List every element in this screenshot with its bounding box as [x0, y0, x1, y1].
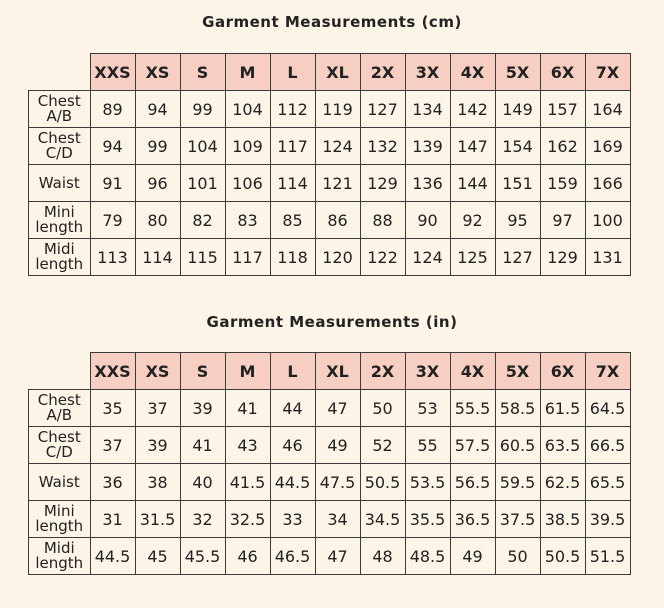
table-title-cm: Garment Measurements (cm) [202, 13, 462, 31]
measurement-cell: 106 [225, 165, 270, 202]
measurement-cell: 32.5 [225, 501, 270, 538]
measurement-cell: 37 [90, 427, 135, 464]
size-header: 3X [405, 353, 450, 390]
measurement-cell: 79 [90, 202, 135, 239]
measurement-cell: 45 [135, 538, 180, 575]
measurement-cell: 109 [225, 128, 270, 165]
row-label [29, 128, 91, 165]
size-header: 4X [450, 54, 495, 91]
size-header: M [225, 353, 270, 390]
measurement-cell: 131 [585, 239, 630, 276]
row-label-line: Midi [43, 539, 75, 557]
measurement-cell: 147 [450, 128, 495, 165]
measurement-cell: 166 [585, 165, 630, 202]
measurement-cell: 44 [270, 390, 315, 427]
header-row [29, 54, 631, 91]
measurement-cell: 151 [495, 165, 540, 202]
measurement-cell: 132 [360, 128, 405, 165]
measurement-cell: 58.5 [495, 390, 540, 427]
measurement-cell: 31 [90, 501, 135, 538]
size-header: 5X [495, 54, 540, 91]
row-label-line: Chest [37, 391, 81, 409]
measurement-cell: 117 [270, 128, 315, 165]
measurement-cell: 114 [135, 239, 180, 276]
measurement-cell: 36.5 [450, 501, 495, 538]
row-label [29, 538, 91, 575]
corner-cell [29, 353, 91, 390]
row-label-line: Mini [43, 502, 75, 520]
measurement-cell: 112 [270, 91, 315, 128]
measurement-cell: 45.5 [180, 538, 225, 575]
size-header: 7X [585, 54, 630, 91]
measurement-cell: 80 [135, 202, 180, 239]
table-row [29, 427, 631, 464]
table-row [29, 538, 631, 575]
measurement-cell: 46.5 [270, 538, 315, 575]
measurement-cell: 113 [90, 239, 135, 276]
measurement-cell: 50 [360, 390, 405, 427]
measurement-cell: 53 [405, 390, 450, 427]
measurement-cell: 38.5 [540, 501, 585, 538]
measurement-cell: 97 [540, 202, 585, 239]
measurement-cell: 117 [225, 239, 270, 276]
measurement-cell: 39 [135, 427, 180, 464]
measurement-cell: 66.5 [585, 427, 630, 464]
measurement-cell: 134 [405, 91, 450, 128]
size-header: 2X [360, 54, 405, 91]
measurement-cell: 56.5 [450, 464, 495, 501]
measurement-cell: 129 [360, 165, 405, 202]
measurement-cell: 39.5 [585, 501, 630, 538]
measurement-cell: 34 [315, 501, 360, 538]
measurement-cell: 89 [90, 91, 135, 128]
measurement-cell: 119 [315, 91, 360, 128]
measurement-cell: 164 [585, 91, 630, 128]
size-header: 6X [540, 353, 585, 390]
measurement-cell: 40 [180, 464, 225, 501]
size-header: S [180, 54, 225, 91]
measurement-cell: 94 [90, 128, 135, 165]
row-label [29, 202, 91, 239]
measurement-cell: 57.5 [450, 427, 495, 464]
row-label-line: A/B [46, 107, 73, 125]
size-header: 4X [450, 353, 495, 390]
row-label-line: Waist [38, 472, 80, 491]
table-row [29, 165, 631, 202]
measurement-cell: 83 [225, 202, 270, 239]
measurement-cell: 48 [360, 538, 405, 575]
measurement-cell: 114 [270, 165, 315, 202]
row-label-line: C/D [45, 144, 73, 162]
size-header: 3X [405, 54, 450, 91]
size-header: 7X [585, 353, 630, 390]
measurement-cell: 154 [495, 128, 540, 165]
measurement-cell: 121 [315, 165, 360, 202]
measurement-cell: 35.5 [405, 501, 450, 538]
measurement-cell: 92 [450, 202, 495, 239]
row-label-line: Chest [37, 92, 81, 110]
row-label [29, 464, 91, 501]
measurement-cell: 64.5 [585, 390, 630, 427]
row-label-line: Chest [37, 129, 81, 147]
row-label [29, 390, 91, 427]
header-row [29, 353, 631, 390]
measurement-cell: 122 [360, 239, 405, 276]
row-label [29, 165, 91, 202]
measurement-cell: 34.5 [360, 501, 405, 538]
row-label-line: Midi [43, 240, 75, 258]
row-label-line: length [35, 255, 84, 273]
measurement-cell: 46 [225, 538, 270, 575]
measurement-cell: 46 [270, 427, 315, 464]
measurement-cell: 32 [180, 501, 225, 538]
row-label [29, 501, 91, 538]
measurement-cell: 157 [540, 91, 585, 128]
measurement-cell: 115 [180, 239, 225, 276]
measurement-cell: 50.5 [540, 538, 585, 575]
measurement-cell: 104 [225, 91, 270, 128]
measurement-cell: 136 [405, 165, 450, 202]
measurement-cell: 49 [450, 538, 495, 575]
row-label [29, 239, 91, 276]
size-header: L [270, 353, 315, 390]
measurement-cell: 142 [450, 91, 495, 128]
measurement-cell: 124 [405, 239, 450, 276]
measurements-table-in [28, 352, 631, 575]
row-label-line: length [35, 218, 84, 236]
measurement-cell: 61.5 [540, 390, 585, 427]
table-row [29, 501, 631, 538]
measurements-table-cm [28, 53, 631, 276]
measurement-cell: 94 [135, 91, 180, 128]
measurement-cell: 124 [315, 128, 360, 165]
measurement-cell: 50 [495, 538, 540, 575]
measurement-cell: 47 [315, 390, 360, 427]
measurement-cell: 47.5 [315, 464, 360, 501]
measurement-cell: 120 [315, 239, 360, 276]
measurement-cell: 82 [180, 202, 225, 239]
row-label-line: Mini [43, 203, 75, 221]
measurement-cell: 35 [90, 390, 135, 427]
measurement-cell: 43 [225, 427, 270, 464]
measurement-cell: 65.5 [585, 464, 630, 501]
measurement-cell: 162 [540, 128, 585, 165]
measurement-cell: 91 [90, 165, 135, 202]
table-row [29, 202, 631, 239]
measurement-cell: 96 [135, 165, 180, 202]
size-header: 5X [495, 353, 540, 390]
table-row [29, 91, 631, 128]
measurement-cell: 127 [360, 91, 405, 128]
measurement-cell: 118 [270, 239, 315, 276]
size-header: XL [315, 353, 360, 390]
measurement-cell: 55 [405, 427, 450, 464]
measurement-cell: 41.5 [225, 464, 270, 501]
measurement-cell: 38 [135, 464, 180, 501]
measurement-cell: 129 [540, 239, 585, 276]
measurement-cell: 51.5 [585, 538, 630, 575]
measurement-cell: 37.5 [495, 501, 540, 538]
measurement-cell: 44.5 [90, 538, 135, 575]
measurement-cell: 60.5 [495, 427, 540, 464]
measurement-cell: 99 [180, 91, 225, 128]
measurement-cell: 33 [270, 501, 315, 538]
measurement-cell: 44.5 [270, 464, 315, 501]
measurement-cell: 85 [270, 202, 315, 239]
measurement-cell: 99 [135, 128, 180, 165]
row-label-line: C/D [45, 443, 73, 461]
table-row [29, 464, 631, 501]
size-header: L [270, 54, 315, 91]
measurement-cell: 90 [405, 202, 450, 239]
table-row [29, 239, 631, 276]
measurement-cell: 53.5 [405, 464, 450, 501]
row-label-line: Chest [37, 428, 81, 446]
measurement-cell: 159 [540, 165, 585, 202]
row-label-line: length [35, 517, 84, 535]
measurement-cell: 41 [225, 390, 270, 427]
size-header: XL [315, 54, 360, 91]
measurement-cell: 59.5 [495, 464, 540, 501]
measurement-cell: 125 [450, 239, 495, 276]
measurement-cell: 62.5 [540, 464, 585, 501]
size-header: XXS [90, 54, 135, 91]
measurement-cell: 55.5 [450, 390, 495, 427]
measurement-cell: 100 [585, 202, 630, 239]
row-label [29, 91, 91, 128]
measurement-cell: 104 [180, 128, 225, 165]
table-title-in: Garment Measurements (in) [206, 313, 458, 331]
row-label-line: length [35, 554, 84, 572]
measurement-cell: 36 [90, 464, 135, 501]
row-label-line: A/B [46, 406, 73, 424]
measurement-cell: 39 [180, 390, 225, 427]
measurement-cell: 127 [495, 239, 540, 276]
size-header: S [180, 353, 225, 390]
table-row [29, 390, 631, 427]
measurement-cell: 101 [180, 165, 225, 202]
row-label-line: Waist [38, 173, 80, 192]
measurement-cell: 48.5 [405, 538, 450, 575]
measurement-cell: 50.5 [360, 464, 405, 501]
measurement-cell: 144 [450, 165, 495, 202]
corner-cell [29, 54, 91, 91]
size-header: XS [135, 54, 180, 91]
measurement-cell: 37 [135, 390, 180, 427]
measurement-cell: 95 [495, 202, 540, 239]
row-label [29, 427, 91, 464]
measurement-cell: 139 [405, 128, 450, 165]
measurement-cell: 47 [315, 538, 360, 575]
measurement-cell: 41 [180, 427, 225, 464]
measurement-cell: 149 [495, 91, 540, 128]
measurement-cell: 49 [315, 427, 360, 464]
size-header: XXS [90, 353, 135, 390]
size-header: M [225, 54, 270, 91]
measurement-cell: 63.5 [540, 427, 585, 464]
measurement-cell: 31.5 [135, 501, 180, 538]
measurement-cell: 88 [360, 202, 405, 239]
size-header: XS [135, 353, 180, 390]
size-header: 2X [360, 353, 405, 390]
size-header: 6X [540, 54, 585, 91]
measurement-cell: 52 [360, 427, 405, 464]
measurement-cell: 169 [585, 128, 630, 165]
table-row [29, 128, 631, 165]
measurement-cell: 86 [315, 202, 360, 239]
